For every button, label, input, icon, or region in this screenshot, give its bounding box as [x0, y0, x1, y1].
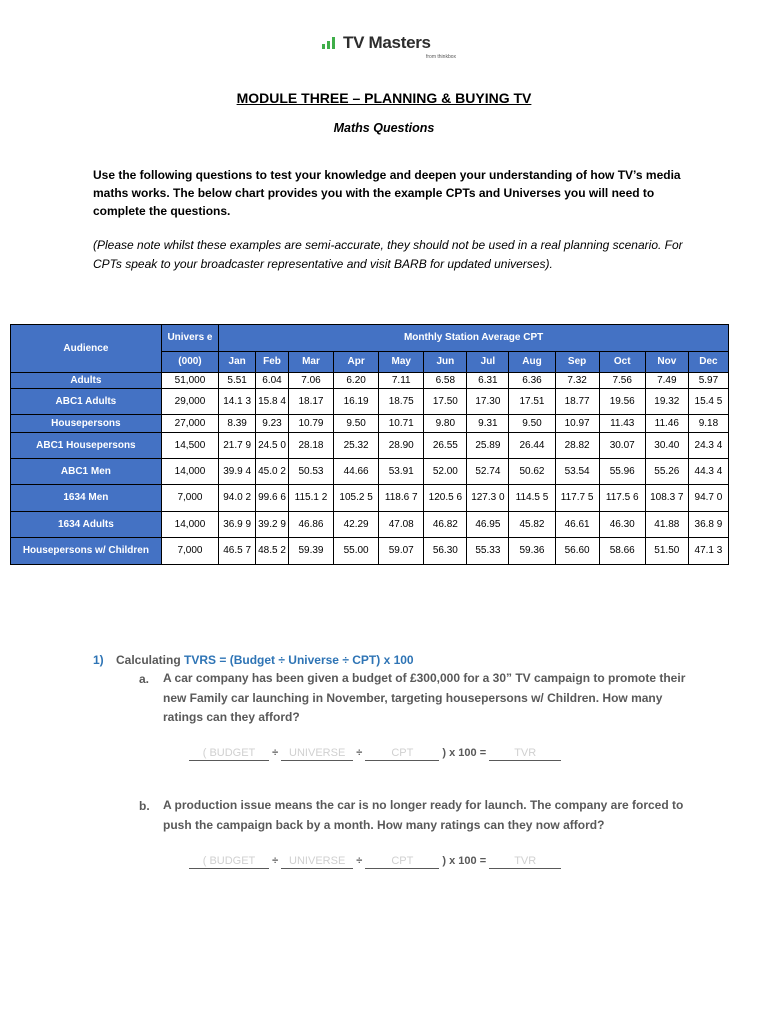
cpt-cell: 59.39	[288, 538, 333, 565]
cpt-cell: 9.23	[256, 415, 289, 433]
cpt-cell: 59.36	[509, 538, 555, 565]
cpt-cell: 52.00	[424, 459, 467, 485]
cpt-cell: 26.44	[509, 433, 555, 459]
cpt-cell: 46.86	[288, 512, 333, 538]
cpt-cell: 14.1 3	[219, 389, 256, 415]
cpt-cell: 26.55	[424, 433, 467, 459]
header-month: Jul	[467, 352, 509, 373]
table-row	[11, 538, 729, 565]
cpt-cell: 6.04	[256, 373, 289, 389]
cpt-cell: 10.71	[379, 415, 424, 433]
header-month: Dec	[688, 352, 728, 373]
budget-field[interactable]: ( BUDGET	[189, 747, 269, 761]
logo-tagline: from thinkbox	[426, 54, 457, 60]
header-month: Apr	[334, 352, 379, 373]
cpt-field[interactable]: CPT	[365, 855, 439, 869]
tvr-field[interactable]: TVR	[489, 855, 561, 869]
cpt-cell: 9.31	[467, 415, 509, 433]
cpt-cell: 9.80	[424, 415, 467, 433]
cpt-cell: 17.51	[509, 389, 555, 415]
times-100: ) x 100 =	[442, 747, 487, 759]
cpt-cell: 9.18	[688, 415, 728, 433]
cpt-cell: 44.3 4	[688, 459, 728, 485]
cpt-cell: 17.50	[424, 389, 467, 415]
cpt-cell: 58.66	[599, 538, 645, 565]
universe-field[interactable]: UNIVERSE	[281, 747, 353, 761]
tvr-formula: TVRS = (Budget ÷ Universe ÷ CPT) x 100	[184, 653, 414, 667]
cpt-universe-table	[10, 324, 729, 565]
cpt-cell: 56.60	[555, 538, 599, 565]
cpt-cell: 45.0 2	[256, 459, 289, 485]
part-b-calculation	[189, 855, 561, 869]
cpt-cell: 117.5 6	[599, 485, 645, 512]
cpt-cell: 24.5 0	[256, 433, 289, 459]
audience-cell: 1634 Adults	[11, 512, 162, 538]
cpt-cell: 36.8 9	[688, 512, 728, 538]
budget-field[interactable]: ( BUDGET	[189, 855, 269, 869]
cpt-cell: 5.51	[219, 373, 256, 389]
universe-cell: 7,000	[161, 538, 218, 565]
cpt-cell: 45.82	[509, 512, 555, 538]
cpt-cell: 25.89	[467, 433, 509, 459]
cpt-cell: 9.50	[509, 415, 555, 433]
part-a-calculation	[189, 747, 561, 761]
cpt-cell: 105.2 5	[334, 485, 379, 512]
part-a-letter: a.	[139, 672, 150, 686]
cpt-cell: 46.95	[467, 512, 509, 538]
cpt-cell: 53.91	[379, 459, 424, 485]
audience-cell: 1634 Men	[11, 485, 162, 512]
part-b-letter: b.	[139, 799, 150, 813]
audience-cell: ABC1 Adults	[11, 389, 162, 415]
universe-cell: 14,500	[161, 433, 218, 459]
header-monthly-cpt: Monthly Station Average CPT	[219, 325, 729, 352]
universe-field[interactable]: UNIVERSE	[281, 855, 353, 869]
audience-cell: ABC1 Housepersons	[11, 433, 162, 459]
header-month: Nov	[645, 352, 688, 373]
question-heading	[116, 653, 414, 667]
cpt-cell: 16.19	[334, 389, 379, 415]
header-universe-unit: (000)	[161, 352, 218, 373]
audience-cell: Housepersons w/ Children	[11, 538, 162, 565]
header-month: Aug	[509, 352, 555, 373]
cpt-cell: 108.3 7	[645, 485, 688, 512]
cpt-cell: 44.66	[334, 459, 379, 485]
tvr-field[interactable]: TVR	[489, 747, 561, 761]
cpt-cell: 47.1 3	[688, 538, 728, 565]
divide-sign: ÷	[272, 855, 279, 867]
cpt-cell: 114.5 5	[509, 485, 555, 512]
cpt-cell: 21.7 9	[219, 433, 256, 459]
header-month: Mar	[288, 352, 333, 373]
table-row	[11, 415, 729, 433]
cpt-cell: 7.32	[555, 373, 599, 389]
cpt-cell: 18.77	[555, 389, 599, 415]
cpt-cell: 15.8 4	[256, 389, 289, 415]
cpt-cell: 8.39	[219, 415, 256, 433]
intro-paragraph: Use the following questions to test your knowledge and deepen your understanding of how TV’s media maths works. The below chart provides you with the example CPTs and Universes you will need to complete the questions.	[93, 168, 681, 218]
part-b-text: A production issue means the car is no longer ready for launch. The company are forced to push the campaign back by a month. How many ratings can they now afford?	[163, 798, 684, 832]
cpt-cell: 118.6 7	[379, 485, 424, 512]
cpt-cell: 41.88	[645, 512, 688, 538]
cpt-cell: 50.62	[509, 459, 555, 485]
table-row	[11, 459, 729, 485]
cpt-cell: 50.53	[288, 459, 333, 485]
cpt-cell: 11.43	[599, 415, 645, 433]
cpt-cell: 6.20	[334, 373, 379, 389]
cpt-cell: 6.58	[424, 373, 467, 389]
cpt-cell: 52.74	[467, 459, 509, 485]
cpt-cell: 10.97	[555, 415, 599, 433]
cpt-field[interactable]: CPT	[365, 747, 439, 761]
cpt-cell: 19.56	[599, 389, 645, 415]
header-month: Jan	[219, 352, 256, 373]
cpt-cell: 28.90	[379, 433, 424, 459]
cpt-cell: 94.7 0	[688, 485, 728, 512]
universe-cell: 27,000	[161, 415, 218, 433]
header-month: Jun	[424, 352, 467, 373]
cpt-cell: 53.54	[555, 459, 599, 485]
cpt-cell: 51.50	[645, 538, 688, 565]
cpt-cell: 19.32	[645, 389, 688, 415]
question-number: 1)	[93, 653, 104, 667]
cpt-cell: 56.30	[424, 538, 467, 565]
cpt-cell: 5.97	[688, 373, 728, 389]
cpt-cell: 115.1 2	[288, 485, 333, 512]
bar-chart-icon	[322, 37, 340, 49]
cpt-cell: 6.31	[467, 373, 509, 389]
page-title: MODULE THREE – PLANNING & BUYING TV	[236, 90, 532, 106]
cpt-cell: 28.18	[288, 433, 333, 459]
times-100: ) x 100 =	[442, 855, 487, 867]
logo-name: TV Masters	[343, 33, 431, 52]
cpt-cell: 59.07	[379, 538, 424, 565]
page-subtitle: Maths Questions	[333, 121, 435, 135]
cpt-cell: 36.9 9	[219, 512, 256, 538]
divide-sign: ÷	[272, 747, 279, 759]
disclaimer-note: (Please note whilst these examples are semi-accurate, they should not be used in a real planning scenario. For CPTs speak to your broadcaster representative and visit BARB for updated universes).	[93, 238, 683, 271]
cpt-cell: 99.6 6	[256, 485, 289, 512]
cpt-cell: 127.3 0	[467, 485, 509, 512]
divide-sign: ÷	[356, 747, 363, 759]
cpt-cell: 120.5 6	[424, 485, 467, 512]
cpt-cell: 94.0 2	[219, 485, 256, 512]
cpt-cell: 7.49	[645, 373, 688, 389]
cpt-cell: 30.07	[599, 433, 645, 459]
cpt-cell: 48.5 2	[256, 538, 289, 565]
cpt-cell: 117.7 5	[555, 485, 599, 512]
cpt-cell: 55.33	[467, 538, 509, 565]
cpt-cell: 7.06	[288, 373, 333, 389]
cpt-cell: 46.82	[424, 512, 467, 538]
header-month: Feb	[256, 352, 289, 373]
table-row	[11, 433, 729, 459]
header-month: May	[379, 352, 424, 373]
cpt-cell: 10.79	[288, 415, 333, 433]
part-a-text: A car company has been given a budget of £300,000 for a 30” TV campaign to promote their new Family car launching in November, targeting housepersons w/ Children. How many ratings can they afford?	[163, 671, 686, 724]
header-month: Oct	[599, 352, 645, 373]
header-audience: Audience	[11, 325, 162, 373]
table-row	[11, 389, 729, 415]
cpt-cell: 17.30	[467, 389, 509, 415]
question-heading-prefix: Calculating	[116, 653, 181, 667]
universe-cell: 51,000	[161, 373, 218, 389]
table-row	[11, 512, 729, 538]
table-row	[11, 373, 729, 389]
cpt-cell: 18.17	[288, 389, 333, 415]
cpt-cell: 42.29	[334, 512, 379, 538]
cpt-cell: 55.00	[334, 538, 379, 565]
cpt-cell: 47.08	[379, 512, 424, 538]
header-month: Sep	[555, 352, 599, 373]
cpt-cell: 7.11	[379, 373, 424, 389]
cpt-cell: 46.61	[555, 512, 599, 538]
table-row	[11, 485, 729, 512]
audience-cell: Housepersons	[11, 415, 162, 433]
universe-cell: 29,000	[161, 389, 218, 415]
universe-cell: 7,000	[161, 485, 218, 512]
cpt-cell: 24.3 4	[688, 433, 728, 459]
cpt-cell: 18.75	[379, 389, 424, 415]
tv-masters-logo	[322, 33, 457, 63]
audience-cell: ABC1 Men	[11, 459, 162, 485]
header-universe: Univers e	[161, 325, 218, 352]
universe-cell: 14,000	[161, 512, 218, 538]
audience-cell: Adults	[11, 373, 162, 389]
cpt-cell: 46.30	[599, 512, 645, 538]
divide-sign: ÷	[356, 855, 363, 867]
cpt-cell: 30.40	[645, 433, 688, 459]
cpt-cell: 6.36	[509, 373, 555, 389]
cpt-cell: 39.9 4	[219, 459, 256, 485]
cpt-cell: 11.46	[645, 415, 688, 433]
universe-cell: 14,000	[161, 459, 218, 485]
cpt-cell: 46.5 7	[219, 538, 256, 565]
cpt-cell: 39.2 9	[256, 512, 289, 538]
cpt-cell: 15.4 5	[688, 389, 728, 415]
cpt-cell: 28.82	[555, 433, 599, 459]
cpt-cell: 55.96	[599, 459, 645, 485]
cpt-cell: 25.32	[334, 433, 379, 459]
cpt-cell: 7.56	[599, 373, 645, 389]
cpt-cell: 9.50	[334, 415, 379, 433]
cpt-cell: 55.26	[645, 459, 688, 485]
